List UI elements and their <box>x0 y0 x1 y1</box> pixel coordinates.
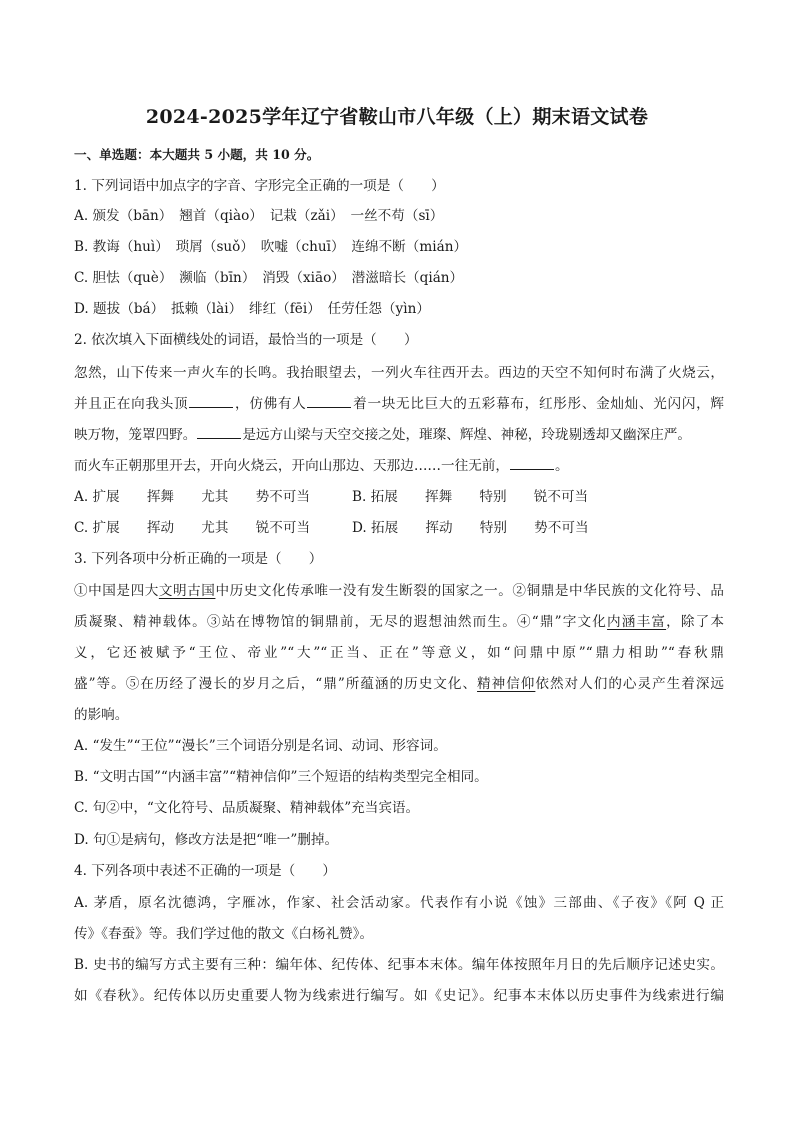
passage-text: 映万物，笼罩四野。 <box>74 427 197 443</box>
passage-text: 。 <box>555 458 569 474</box>
question-1-option-a: A. 颁发（bān） 翘首（qiào） 记栽（zǎi） 一丝不苟（sī） <box>74 208 444 224</box>
underlined-phrase: 文明古国 <box>158 583 216 599</box>
question-1-option-c: C. 胆怯（què） 濒临（bīn） 消毁（xiāo） 潜滋暗长（qián） <box>74 270 464 286</box>
question-2-options-row <box>74 487 724 507</box>
question-3-passage-line: 的影响。 <box>74 707 129 723</box>
question-2-passage-line <box>74 424 724 445</box>
fill-blank <box>307 393 351 408</box>
question-2-option-d: D. 拓展 挥动 特别 势不可当 <box>352 520 589 536</box>
question-2-option-c: C. 扩展 挥动 尤其 锐不可当 <box>74 520 311 536</box>
question-3-option-d: D. 句①是病句，修改方法是把“唯一”删掉。 <box>74 832 339 848</box>
question-4-option-a: A. 茅盾，原名沈德鸿，字雁冰，作家、社会活动家。代表作有小说《蚀》三部曲、《子夜》《阿 Q 正 <box>74 895 724 911</box>
fill-blank <box>197 424 241 439</box>
question-3-option-a: A. “发生”“王位”“漫长”三个词语分别是名词、动词、形容词。 <box>74 738 447 754</box>
passage-text: 并且正在向我头顶 <box>74 396 189 412</box>
question-3-passage-line <box>74 581 724 601</box>
underlined-phrase: 内涵丰富 <box>607 614 667 630</box>
passage-text: ，仿佛有人 <box>234 396 307 412</box>
question-4-option-b: B. 史书的编写方式主要有三种：编年体、纪传体、纪事本末体。编年体按照年月日的先后顺序记述史实。 <box>74 957 724 973</box>
question-3-option-b: B. “文明古国”“内涵丰富”“精神信仰”三个短语的结构类型完全相同。 <box>74 769 488 785</box>
question-2-passage-line: 忽然，山下传来一声火车的长鸣。我抬眼望去，一列火车往西开去。西边的天空不知何时布满了火烧云， <box>74 365 724 381</box>
question-4-option-a-cont: 传》《春蚕》等。我们学过他的散文《白杨礼赞》。 <box>74 926 374 942</box>
passage-text: ①中国是四大 <box>74 583 159 599</box>
question-2-option-b: B. 拓展 挥舞 特别 锐不可当 <box>352 489 589 505</box>
question-2-options-row <box>74 518 724 538</box>
passage-text: 而火车正朝那里开去，开向火烧云，开向山那边、天那边……一往无前， <box>74 458 509 474</box>
question-3-option-c: C. 句②中，“文化符号、品质凝聚、精神载体”充当宾语。 <box>74 800 420 816</box>
fill-blank <box>510 455 554 470</box>
question-1-option-b: B. 教诲（huì） 琐屑（suǒ） 吹嘘（chuī） 连绵不断（mián） <box>74 239 468 255</box>
passage-text: 着一块无比巨大的五彩幕布，红彤彤、金灿灿、光闪闪，辉 <box>352 396 724 412</box>
passage-text: 中历史文化传承唯一没有发生断裂的国家之一。②铜鼎是中华民族的文化符号、品 <box>215 583 724 599</box>
fill-blank <box>189 393 233 408</box>
question-2-passage-line <box>74 455 724 476</box>
passage-text: 依然对人们的心灵产生着深远 <box>535 676 724 692</box>
question-3-passage-line <box>74 612 724 632</box>
question-2-stem: 2. 依次填入下面横线处的词语，最恰当的一项是（ ） <box>74 332 418 348</box>
question-2-passage-line <box>74 393 724 414</box>
passage-text: 盛”等。⑤在历经了漫长的岁月之后，“鼎”所蕴涵的历史文化、 <box>74 676 478 692</box>
question-3-passage-line <box>74 674 724 694</box>
question-4-stem: 4. 下列各项中表述不正确的一项是（ ） <box>74 863 336 879</box>
underlined-phrase: 精神信仰 <box>477 676 536 692</box>
question-3-stem: 3. 下列各项中分析正确的一项是（ ） <box>74 551 323 567</box>
question-3-passage-line: 义，它还被赋予“王位、帝业”“大”“正当、正在”等意义，如“问鼎中原”“鼎力相助”“春秋鼎 <box>74 645 724 661</box>
passage-text: 是远方山梁与天空交接之处，璀璨、辉煌、神秘，玲珑剔透却又幽深庄严。 <box>242 427 691 443</box>
question-4-option-b-cont: 如《春秋》。纪传体以历史重要人物为线索进行编写。如《史记》。纪事本末体以历史事件为线索进行编 <box>74 988 724 1004</box>
question-1-option-d: D. 题拔（bá） 抵赖（lài） 绯红（fēi） 任劳任怨（yìn） <box>74 301 430 317</box>
passage-text: 质凝聚、精神载体。③站在博物馆的铜鼎前，无尽的遐想油然而生。④“鼎”字文化 <box>74 614 608 630</box>
page-title: 2024-2025学年辽宁省鞍山市八年级（上）期末语文试卷 <box>145 106 649 128</box>
passage-text: ，除了本 <box>666 614 724 630</box>
question-1-stem: 1. 下列词语中加点字的字音、字形完全正确的一项是（ ） <box>74 178 445 194</box>
question-2-option-a: A. 扩展 挥舞 尤其 势不可当 <box>74 489 310 505</box>
section-heading: 一、单选题：本大题共 5 小题，共 10 分。 <box>74 147 320 162</box>
